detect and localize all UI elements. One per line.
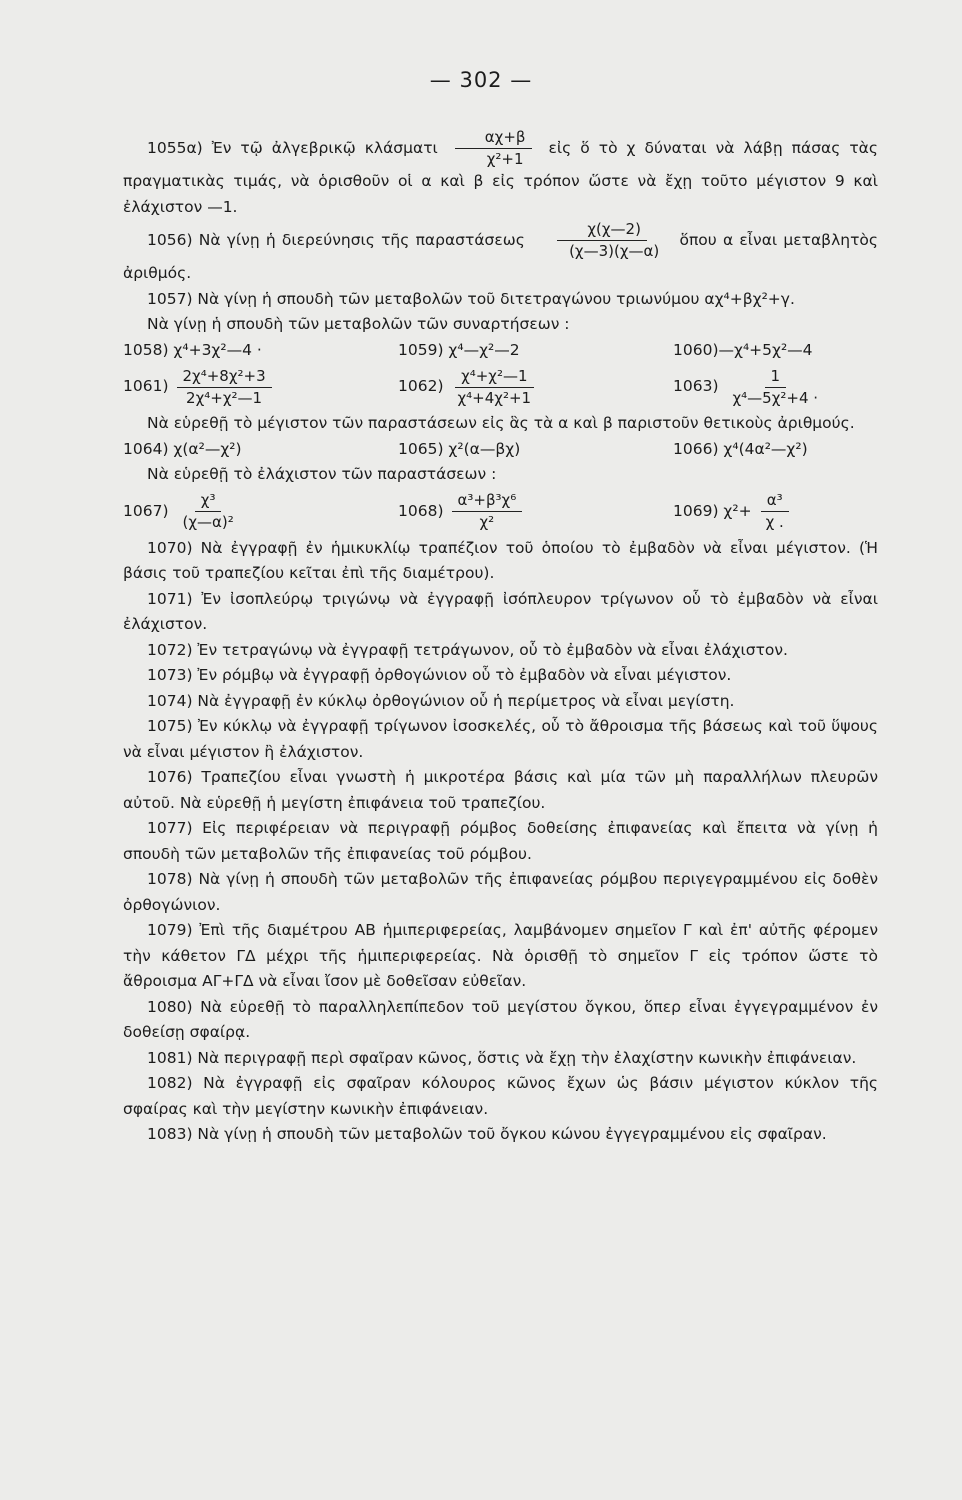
fraction-1067 (177, 491, 240, 532)
expr-label: 1061) (123, 377, 169, 396)
fraction-denominator: (χ—3)(χ—α) (569, 242, 660, 260)
fraction-1068 (452, 491, 523, 532)
problem-1080: 1080) Νὰ εὑρεθῇ τὸ παραλληλεπίπεδον τοῦ μεγίστου ὄγκου, ὅπερ εἶναι ἐγγεγραμμένον ἐν δοθείσῃ σφαίρᾳ. (123, 997, 878, 1041)
expression-row-1 (123, 338, 878, 364)
problem-1056-tail: ὅπου α εἶναι μεταβλητὸς ἀριθμός. (123, 231, 878, 282)
expression-row-4 (123, 490, 878, 534)
expr-1062 (378, 367, 663, 408)
expr-1064: 1064) χ(α²—χ²) (123, 439, 242, 458)
problem-1070: 1070) Νὰ ἐγγραφῇ ἐν ἡμικυκλίῳ τραπέζιον τοῦ ὁποίου τὸ ἐμβαδὸν νὰ εἶναι μέγιστον. (Ἡ βάσις τοῦ τραπεζίου κεῖται ἐπὶ τῆς διαμέτρου). (123, 538, 878, 582)
maximum-intro: Νὰ εὑρεθῇ τὸ μέγιστον τῶν παραστάσεων εἰς ἃς τὰ α καὶ β παριστοῦν θετικοὺς ἀριθμούς. (147, 414, 855, 432)
problem-1076: 1076) Τραπεζίου εἶναι γνωστὴ ἡ μικροτέρα βάσις καὶ μία τῶν μὴ παραλλήλων πλευρῶν αὐτοῦ. Νὰ εὑρεθῇ ἡ μεγίστη ἐπιφάνεια τοῦ τραπεζίου. (123, 768, 878, 812)
fraction-1061 (177, 367, 272, 408)
fraction-denominator: χ⁴+4χ²+1 (457, 388, 532, 407)
problem-1056-lead: 1056) Νὰ γίνῃ ἡ διερεύνησις τῆς παραστάσεως (147, 231, 525, 249)
expr-1069 (663, 491, 878, 532)
fraction-denominator: 2χ⁴+χ²—1 (186, 388, 263, 407)
expr-label: 1063) (673, 377, 719, 396)
fraction-1055 (455, 128, 532, 169)
problem-1081: 1081) Νὰ περιγραφῇ περὶ σφαῖραν κῶνος, ὅστις νὰ ἔχῃ τὴν ἐλαχίστην κωνικὴν ἐπιφάνειαν. (147, 1048, 857, 1067)
fraction-numerator: χ³ (195, 491, 222, 512)
minimum-intro: Νὰ εὑρεθῇ τὸ ἐλάχιστον τῶν παραστάσεων : (147, 465, 497, 483)
expression-row-2 (123, 365, 878, 409)
problem-1055-tail: εἰς ὅ τὸ χ δύναται νὰ λάβῃ πάσας τὰς πραγματικὰς τιμάς, νὰ ὁρισθοῦν οἱ α καὶ β εἰς τρόπον ὥστε νὰ ἔχῃ τοῦτο μέγιστον 9 καὶ ἐλάχιστον —1. (123, 139, 878, 216)
problem-1073: 1073) Ἐν ρόμβῳ νὰ ἐγγραφῇ ὀρθογώνιον οὗ τὸ ἐμβαδὸν νὰ εἶναι μέγιστον. (147, 666, 732, 684)
fraction-numerator: χ(χ—2) (557, 220, 647, 241)
problem-1071: 1071) Ἐν ἰσοπλεύρῳ τριγώνῳ νὰ ἐγγραφῇ ἰσόπλευρον τρίγωνον οὗ τὸ ἐμβαδὸν νὰ εἶναι ἐλάχιστον. (123, 589, 878, 633)
functions-intro: Νὰ γίνῃ ἡ σπουδὴ τῶν μεταβολῶν τῶν συναρτήσεων : (147, 315, 570, 333)
problem-1057: 1057) Νὰ γίνῃ ἡ σπουδὴ τῶν μεταβολῶν τοῦ διτετραγώνου τριωνύμου αχ⁴+βχ²+γ. (147, 289, 795, 308)
fraction-1056 (539, 220, 665, 261)
expr-1065: 1065) χ²(α—βχ) (398, 439, 521, 458)
fraction-numerator: χ⁴+χ²—1 (455, 367, 533, 388)
fraction-denominator: χ . (765, 513, 784, 531)
expr-1060: 1060)—χ⁴+5χ²—4 (673, 340, 813, 359)
fraction-numerator: 1 (765, 367, 787, 388)
expr-1068 (378, 491, 663, 532)
expr-label: 1068) (398, 501, 444, 520)
fraction-denominator: χ²+1 (486, 150, 524, 168)
fraction-1062 (452, 367, 538, 408)
fraction-1069 (760, 491, 790, 532)
problem-1055-lead: 1055α) Ἐν τῷ ἀλγεβρικῷ κλάσματι (147, 139, 438, 157)
page-number: — 302 — (429, 68, 533, 92)
problem-1075: 1075) Ἐν κύκλῳ νὰ ἐγγραφῇ τρίγωνον ἰσοσκελές, οὗ τὸ ἄθροισμα τῆς βάσεως καὶ τοῦ ὕψους νὰ εἶναι μέγιστον ἢ ἐλάχιστον. (123, 717, 878, 761)
fraction-1063 (727, 367, 825, 408)
fraction-denominator: χ⁴—5χ²+4 · (732, 388, 819, 407)
problem-1074: 1074) Νὰ ἐγγραφῇ ἐν κύκλῳ ὀρθογώνιον οὗ ἡ περίμετρος νὰ εἶναι μεγίστη. (147, 691, 735, 710)
problem-1083: 1083) Νὰ γίνῃ ἡ σπουδὴ τῶν μεταβολῶν τοῦ ὄγκου κώνου ἐγγεγραμμένου εἰς σφαῖραν. (147, 1125, 827, 1143)
fraction-numerator: α³ (761, 491, 789, 512)
problem-1055 (123, 128, 878, 220)
fraction-numerator: αχ+β (455, 128, 532, 149)
expr-1063 (663, 367, 878, 408)
expr-1058: 1058) χ⁴+3χ²—4 · (123, 340, 262, 359)
expr-label: 1067) (123, 501, 169, 520)
page-content (123, 128, 878, 1148)
expr-1067 (123, 491, 378, 532)
expr-label: 1069) χ²+ (673, 501, 752, 520)
expr-1059: 1059) χ⁴—χ²—2 (398, 340, 520, 359)
problem-1072: 1072) Ἐν τετραγώνῳ νὰ ἐγγραφῇ τετράγωνον, οὗ τὸ ἐμβαδὸν νὰ εἶναι ἐλάχιστον. (147, 640, 788, 659)
fraction-numerator: α³+β³χ⁶ (452, 491, 523, 512)
problem-1078: 1078) Νὰ γίνῃ ἡ σπουδὴ τῶν μεταβολῶν τῆς ἐπιφανείας ρόμβου περιγεγραμμένου εἰς δοθὲν ὀρθογώνιον. (123, 870, 878, 914)
problem-1079: 1079) Ἐπὶ τῆς διαμέτρου ΑΒ ἡμιπεριφερείας, λαμβάνομεν σημεῖον Γ καὶ ἐπ' αὐτῆς φέρομεν τὴν κάθετον ΓΔ μέχρι τῆς ἡμιπεριφερείας. Νὰ ὁρισθῇ τὸ σημεῖον Γ εἰς τρόπον ὥστε τὸ ἄθροισμα ΑΓ+ΓΔ νὰ εἶναι ἴσον μὲ δοθεῖσαν εὐθεῖαν. (123, 921, 878, 990)
fraction-denominator: χ² (479, 513, 495, 531)
problem-1077: 1077) Εἰς περιφέρειαν νὰ περιγραφῇ ρόμβος δοθείσης ἐπιφανείας καὶ ἔπειτα νὰ γίνῃ ἡ σπουδὴ τῶν μεταβολῶν τῆς ἐπιφανείας τοῦ ρόμβου. (123, 819, 878, 863)
problem-1056 (123, 220, 878, 287)
expr-1066: 1066) χ⁴(4α²—χ²) (673, 439, 808, 458)
expr-label: 1062) (398, 377, 444, 396)
expression-row-3 (123, 437, 878, 463)
fraction-denominator: (χ—α)² (182, 513, 234, 531)
expr-1061 (123, 367, 378, 408)
fraction-numerator: 2χ⁴+8χ²+3 (177, 367, 272, 388)
problem-1082: 1082) Νὰ ἐγγραφῇ εἰς σφαῖραν κόλουρος κῶνος ἔχων ὡς βάσιν μέγιστον κύκλον τῆς σφαίρας καὶ τὴν μεγίστην κωνικὴν ἐπιφάνειαν. (123, 1074, 878, 1118)
